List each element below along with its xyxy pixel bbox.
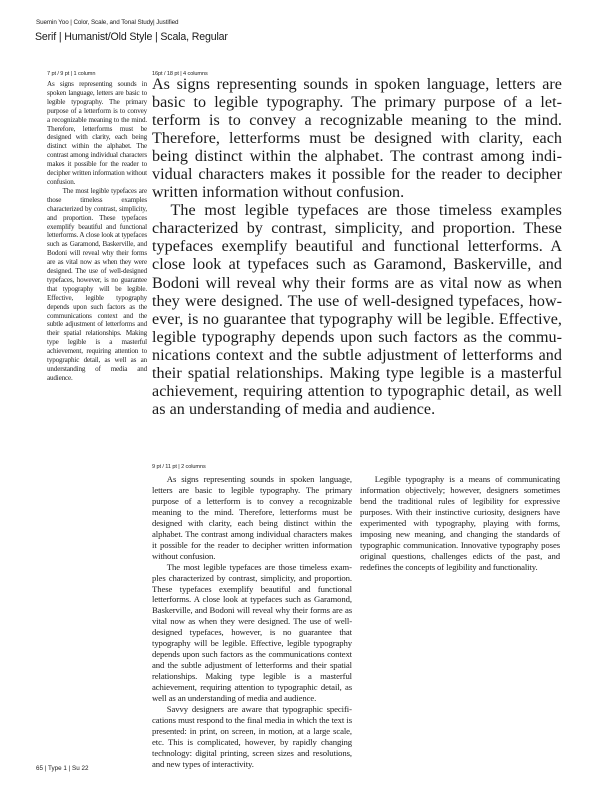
paragraph: As signs representing sounds in spoken language, letters are basic to legible typography. The primary purpose of a letterform is to convey a recognizable meaning to the mind. Therefore, letterforms must be designed with clarity, each being distinct within the alphabet. The contrast among individual characters makes it possible for the reader to decipher written information without confusion. (47, 80, 147, 186)
specimen-text-16pt (152, 76, 562, 419)
paragraph: Savvy designers are aware that typographic specifications must respond to the final media in which the text is presented: in print, on screen, in motion, at a large scale, etc. This is complicated, however, by rapidly changing technology: digital printing, screen sizes and resolutions, and new types of interactivity. (152, 704, 352, 769)
specimen-text-9pt (152, 474, 560, 782)
paragraph: The most legible typefaces are those timeless examples characterized by contrast, simplicity, and proportion. These typefaces exemplify beautiful and functional letterforms. A close look at typefaces such as Garamond, Baskerville, and Bodoni will reveal why their forms are as vital now as when they were designed. The use of well-designed typefaces, however, is no guarantee that typography will be legible. Effective, legible typography depends upon such factors as the communications context and the subtle adjustment of letterforms and their spatial relationships. Making type legible is a masterful achievement, requiring attention to typographic detail, as well as an understanding of media and audience. (152, 202, 562, 418)
specimen-label-9pt: 9 pt / 11 pt | 2 columns (152, 464, 206, 470)
page-footer: 65 | Type 1 | Su 22 (36, 765, 89, 772)
page-title: Serif | Humanist/Old Style | Scala, Regular (35, 31, 228, 43)
paragraph: The most legible typefaces are those timeless examples characterized by contrast, simplicity, and proportion. These typefaces exemplify beautiful and functional letterforms. A close look at typefaces such as Garamond, Baskerville, and Bodoni will reveal why their forms are as vital now as when they were designed. The use of well-designed typefaces, however, is no guarantee that typography will be legible. Effective, legible typography depends upon such factors as the communications context and the subtle adjustment of letterforms and their spatial relationships. Making type legible is a masterful achievement, requiring attention to typographic detail, as well as an understanding of media and audience. (152, 561, 352, 704)
header-byline: Suemin Yoo | Color, Scale, and Tonal Study| Justified (36, 19, 179, 26)
specimen-label-16pt: 16pt / 18 pt | 4 columns (152, 71, 208, 77)
paragraph: The most legible typefaces are those timeless examples characterized by contrast, simplicity, and proportion. These typefaces exemplify beautiful and functional letterforms. A close look at typefaces such as Garamond, Baskerville, and Bodoni will reveal why their forms are as vital now as when they were designed. The use of well-designed typefaces, however, is no guarantee that typography will be legible. Effective, legible typography depends upon such factors as the communications context and the subtle adjustment of letterforms and their spatial relationships. Making type legible is a masterful achievement, requiring attention to typographic detail, as well as an understanding of media and audience. (47, 186, 147, 382)
specimen-text-7pt (47, 80, 147, 383)
paragraph: Legible typography is a means of communicating information objectively; however, designers sometimes bend the traditional rules of legibility for expressive purposes. With their instinctive curiosity, designers have experimented with typography, playing with forms, imposing new meaning, and changing the standards of typographic communication. Innovative typography poses original questions, challenges edicts of the past, and redefines the concepts of legibility and functionality. (360, 474, 560, 572)
paragraph: As signs representing sounds in spoken language, letters are basic to legible typography. The primary purpose of a letterform is to convey a recognizable meaning to the mind. Therefore, letterforms must be designed with clarity, each being distinct within the alphabet. The contrast among individual characters makes it possible for the reader to decipher written information without confusion. (152, 474, 352, 561)
specimen-label-7pt: 7 pt / 9 pt | 1 column (47, 71, 96, 77)
paragraph: As signs representing sounds in spoken language, letters are basic to legible typography. The primary purpose of a letterform is to convey a recognizable meaning to the mind. Therefore, letterforms must be designed with clarity, each being distinct within the alphabet. The contrast among individual characters makes it possible for the reader to decipher written information without confusion. (152, 76, 562, 202)
